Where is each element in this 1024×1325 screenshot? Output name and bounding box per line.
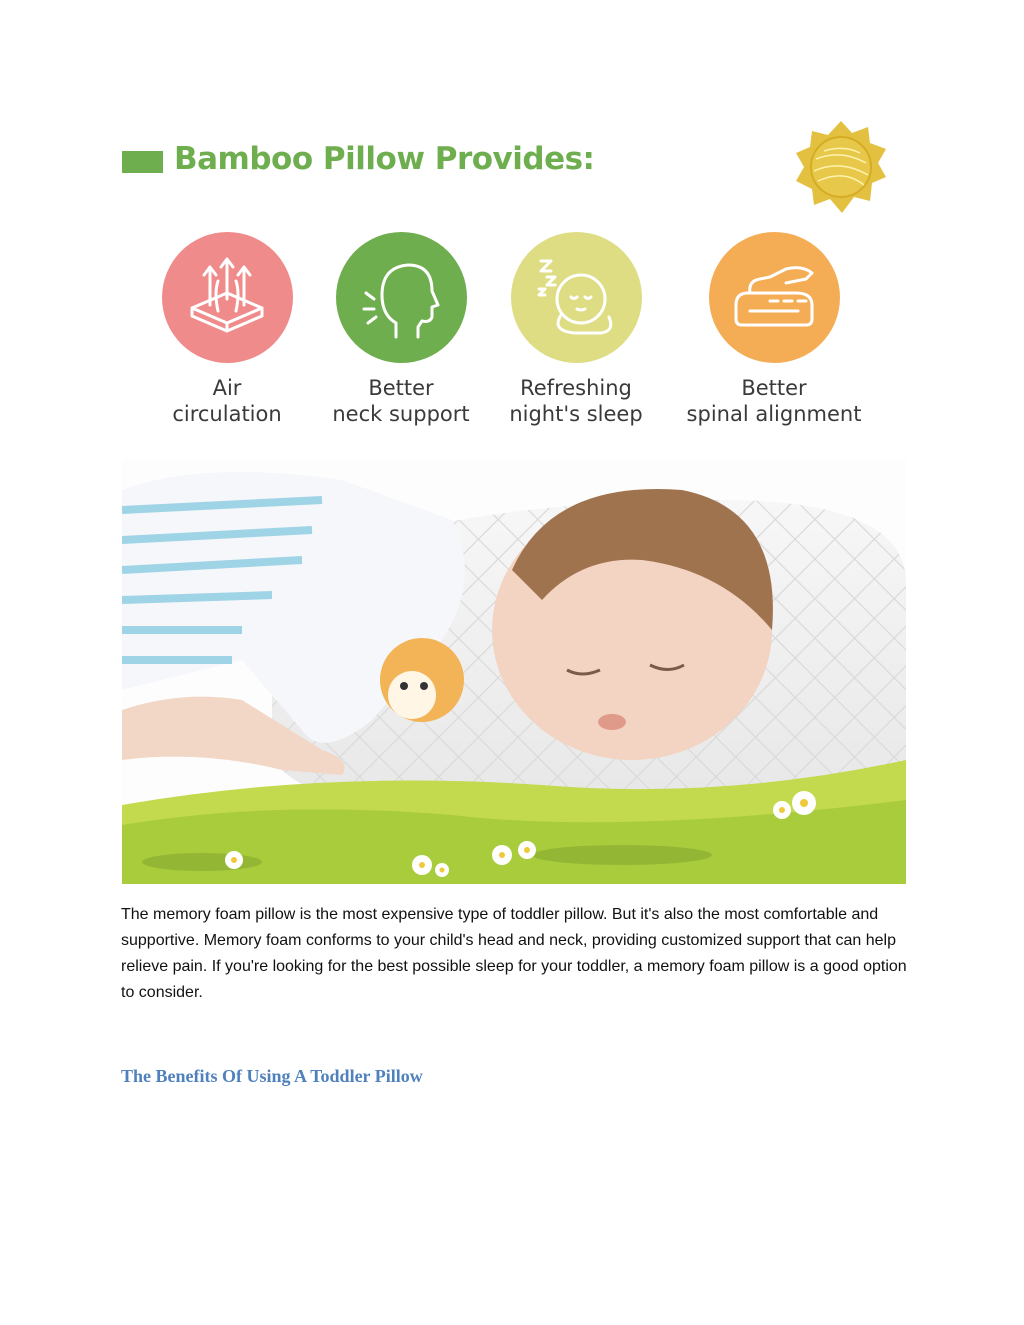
air-flow-icon bbox=[162, 232, 293, 363]
sun-icon bbox=[794, 119, 888, 217]
feature-refreshing-sleep bbox=[476, 232, 676, 427]
sleeping-baby-icon bbox=[511, 232, 642, 363]
body-paragraph: The memory foam pillow is the most expensive type of toddler pillow. But it's also the most comfortable and supportive. Memory foam conforms to your child's head and neck, providing customized support that can help relieve pain. If you're looking for the best possible sleep for your toddler, a memory foam pillow is a good option to consider. bbox=[121, 906, 907, 1001]
feature-label: Air circulation bbox=[172, 376, 282, 426]
feature-air-circulation bbox=[127, 232, 327, 427]
infographic-header bbox=[122, 115, 906, 225]
sleeping-toddler-photo bbox=[122, 460, 906, 884]
feature-label: Better spinal alignment bbox=[686, 376, 862, 426]
feature-neck-support bbox=[301, 232, 501, 427]
feature-label: Refreshing night's sleep bbox=[509, 376, 643, 426]
section-heading: The Benefits Of Using A Toddler Pillow bbox=[121, 1066, 423, 1086]
neck-profile-icon bbox=[336, 232, 467, 363]
title-accent-bar bbox=[122, 151, 163, 173]
feature-label: Better neck support bbox=[332, 376, 470, 426]
contour-pillow-icon bbox=[709, 232, 840, 363]
bamboo-pillow-infographic bbox=[122, 115, 906, 884]
feature-spinal-alignment bbox=[674, 232, 874, 427]
infographic-title: Bamboo Pillow Provides: bbox=[174, 141, 595, 177]
